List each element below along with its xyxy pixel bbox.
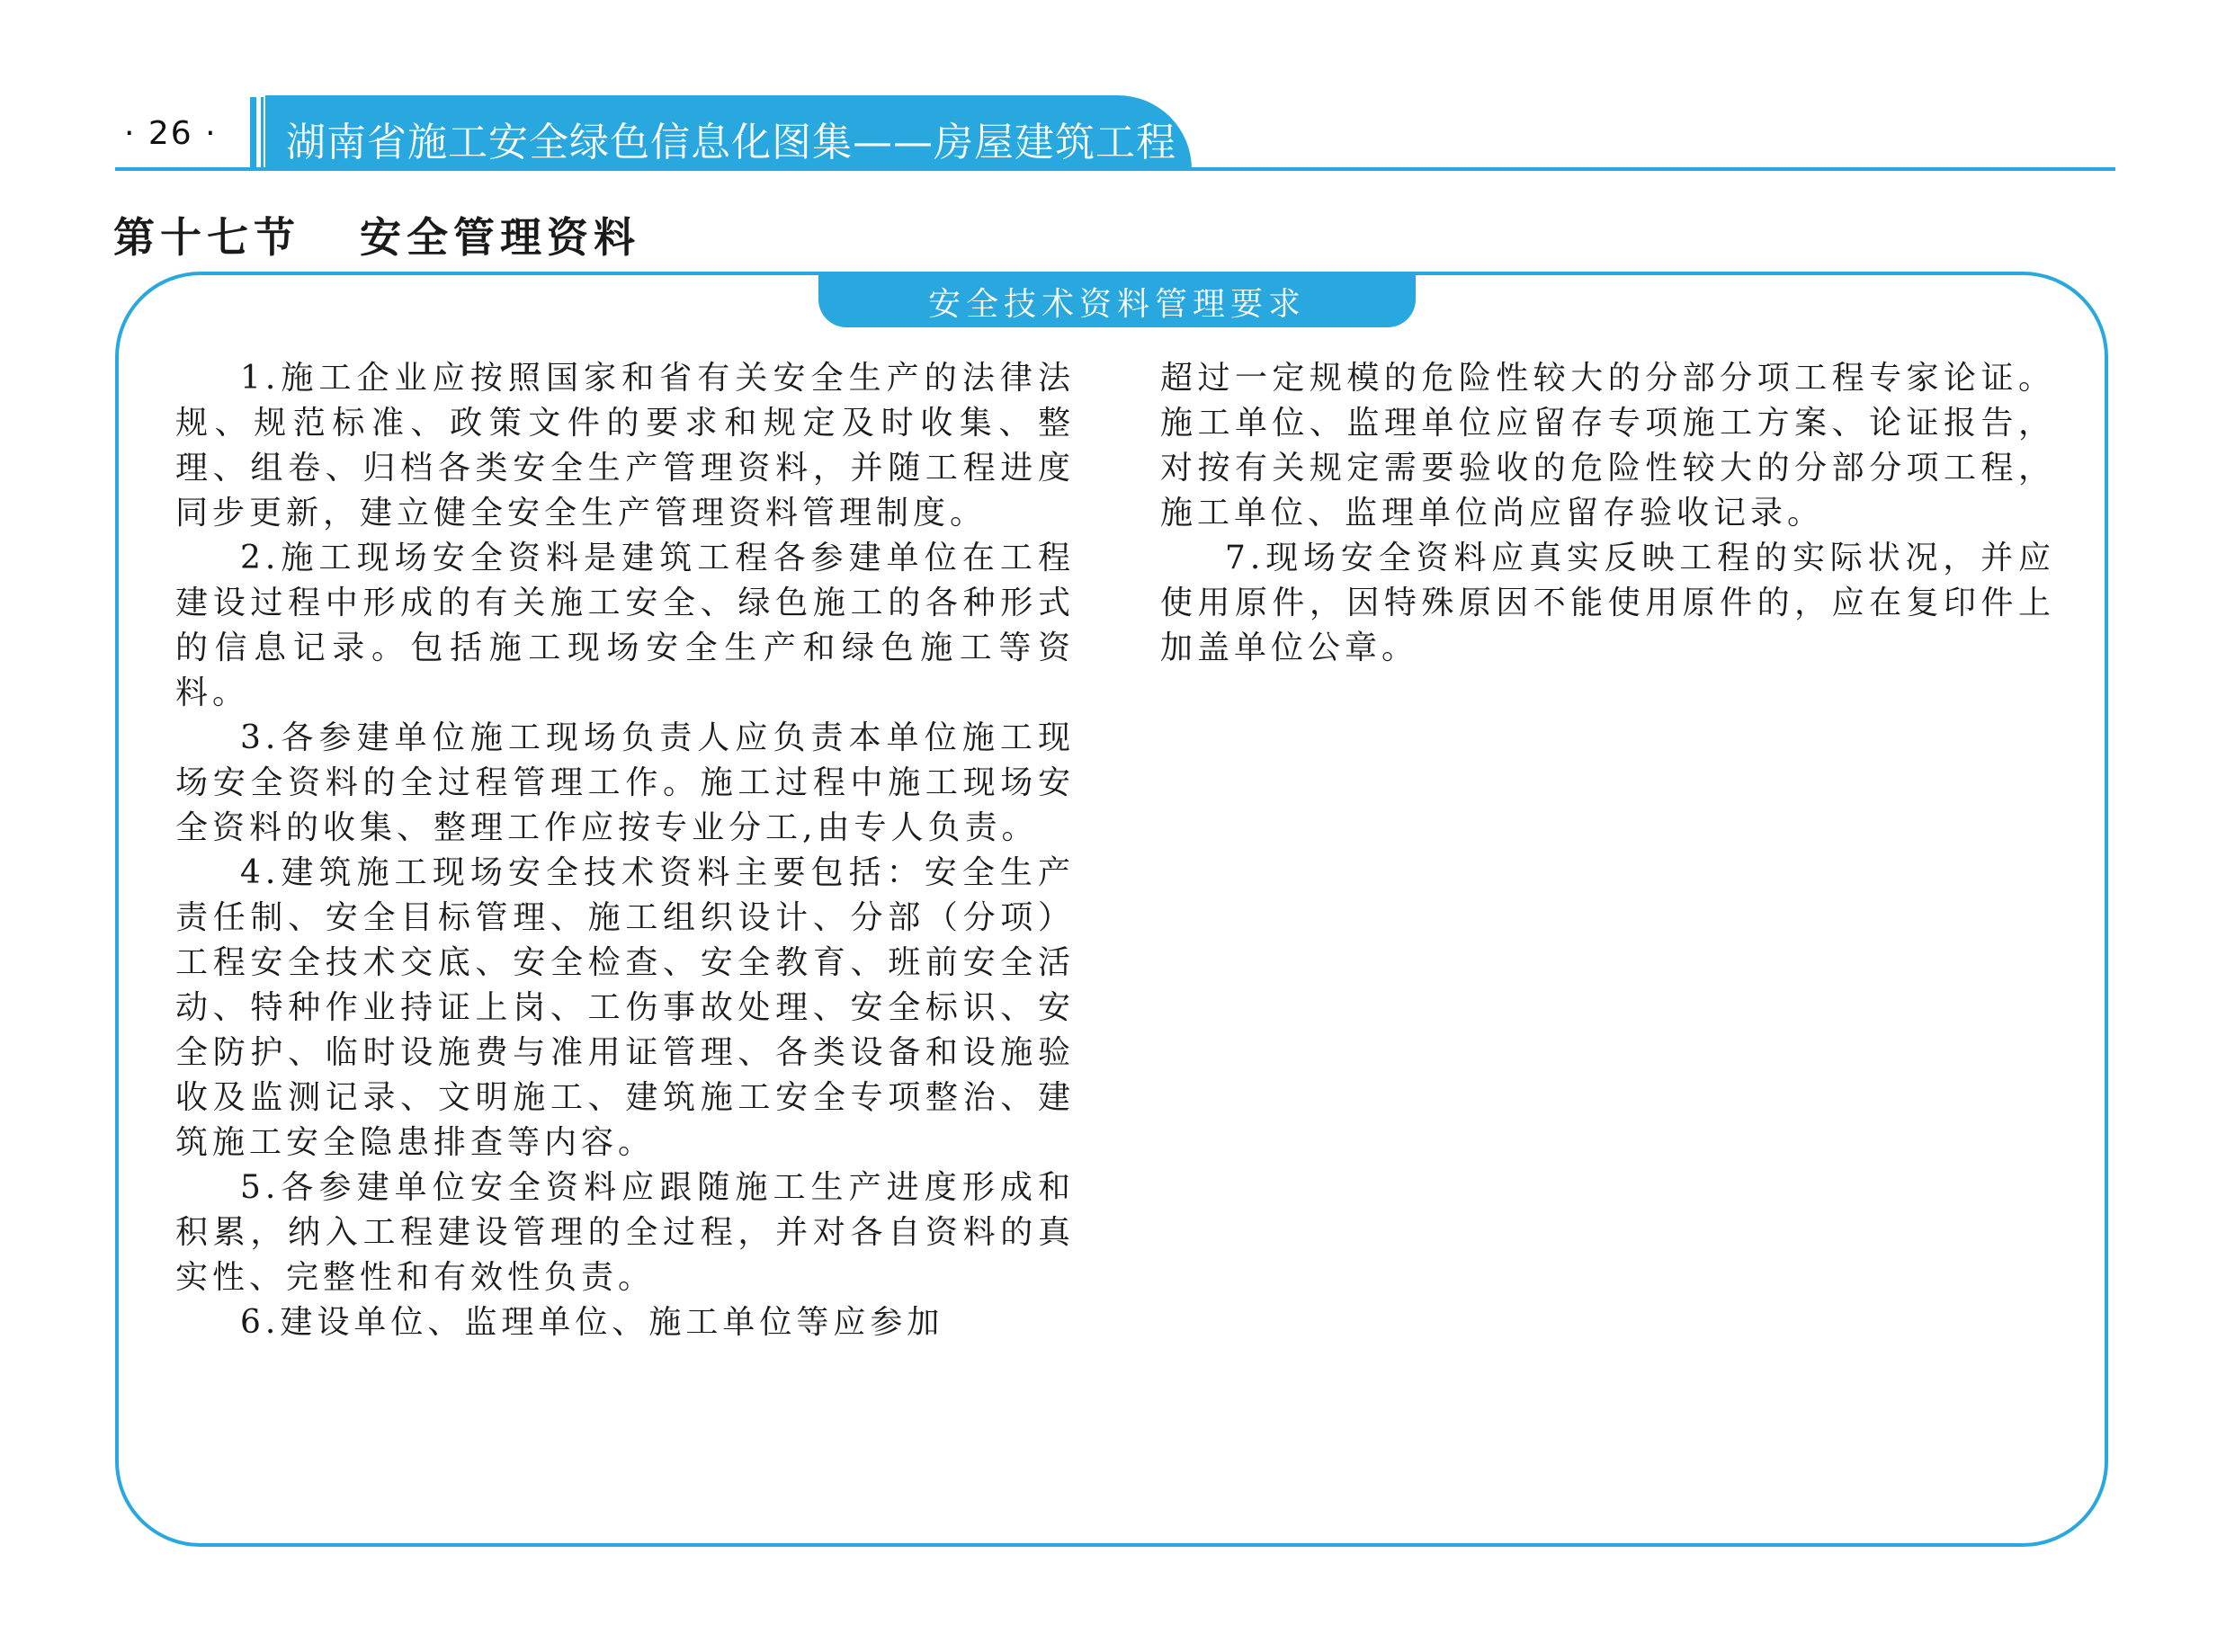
section-title: 第十七节 安全管理资料 — [113, 213, 641, 262]
paragraph-7: 7.现场安全资料应真实反映工程的实际状况，并应使用原件，因特殊原因不能使用原件的，应在复印件上加盖单位公章。 — [1160, 540, 2055, 666]
paragraph-5: 5.各参建单位安全资料应跟随施工生产进度形成和积累，纳入工程建设管理的全过程，并对各自资料的真实性、完整性和有效性负责。 — [175, 1169, 1075, 1296]
book-title: 湖南省施工安全绿色信息化图集——房屋建筑工程 — [286, 120, 1176, 165]
paragraph-6: 6.建设单位、监理单位、施工单位等应参加 — [240, 1304, 944, 1341]
header-accent-bar-thin — [261, 97, 264, 169]
right-text-column — [1160, 356, 2055, 671]
paragraph-3: 3.各参建单位施工现场负责人应负责本单位施工现场安全资料的全过程管理工作。施工过程中施工现场安全资料的收集、整理工作应按专业分工,由专人负责。 — [175, 719, 1075, 846]
paragraph-6-continued: 超过一定规模的危险性较大的分部分项工程专家论证。施工单位、监理单位应留存专项施工方案、论证报告，对按有关规定需要验收的危险性较大的分部分项工程，施工单位、监理单位尚应留存验收记录。 — [1160, 360, 2055, 531]
header-accent-bar — [250, 97, 256, 169]
header-divider — [115, 167, 2115, 171]
frame-banner-label: 安全技术资料管理要求 — [927, 286, 1306, 323]
page-number: · 26 · — [124, 115, 218, 152]
paragraph-4: 4.建筑施工现场安全技术资料主要包括：安全生产责任制、安全目标管理、施工组织设计、分部（分项）工程安全技术交底、安全检查、安全教育、班前安全活动、特种作业持证上岗、工伤事故处理、安全标识、安全防护、临时设施费与准用证管理、各类设备和设施验收及监测记录、文明施工、建筑施工安全专项整治、建筑施工安全隐患排查等内容。 — [175, 854, 1075, 1161]
left-text-column — [175, 356, 1075, 1345]
paragraph-2: 2.施工现场安全资料是建筑工程各参建单位在工程建设过程中形成的有关施工安全、绿色施工的各种形式的信息记录。包括施工现场安全生产和绿色施工等资料。 — [175, 540, 1075, 711]
paragraph-1: 1.施工企业应按照国家和省有关安全生产的法律法规、规范标准、政策文件的要求和规定及时收集、整理、组卷、归档各类安全生产管理资料，并随工程进度同步更新，建立健全安全生产管理资料管理制度。 — [175, 360, 1075, 531]
